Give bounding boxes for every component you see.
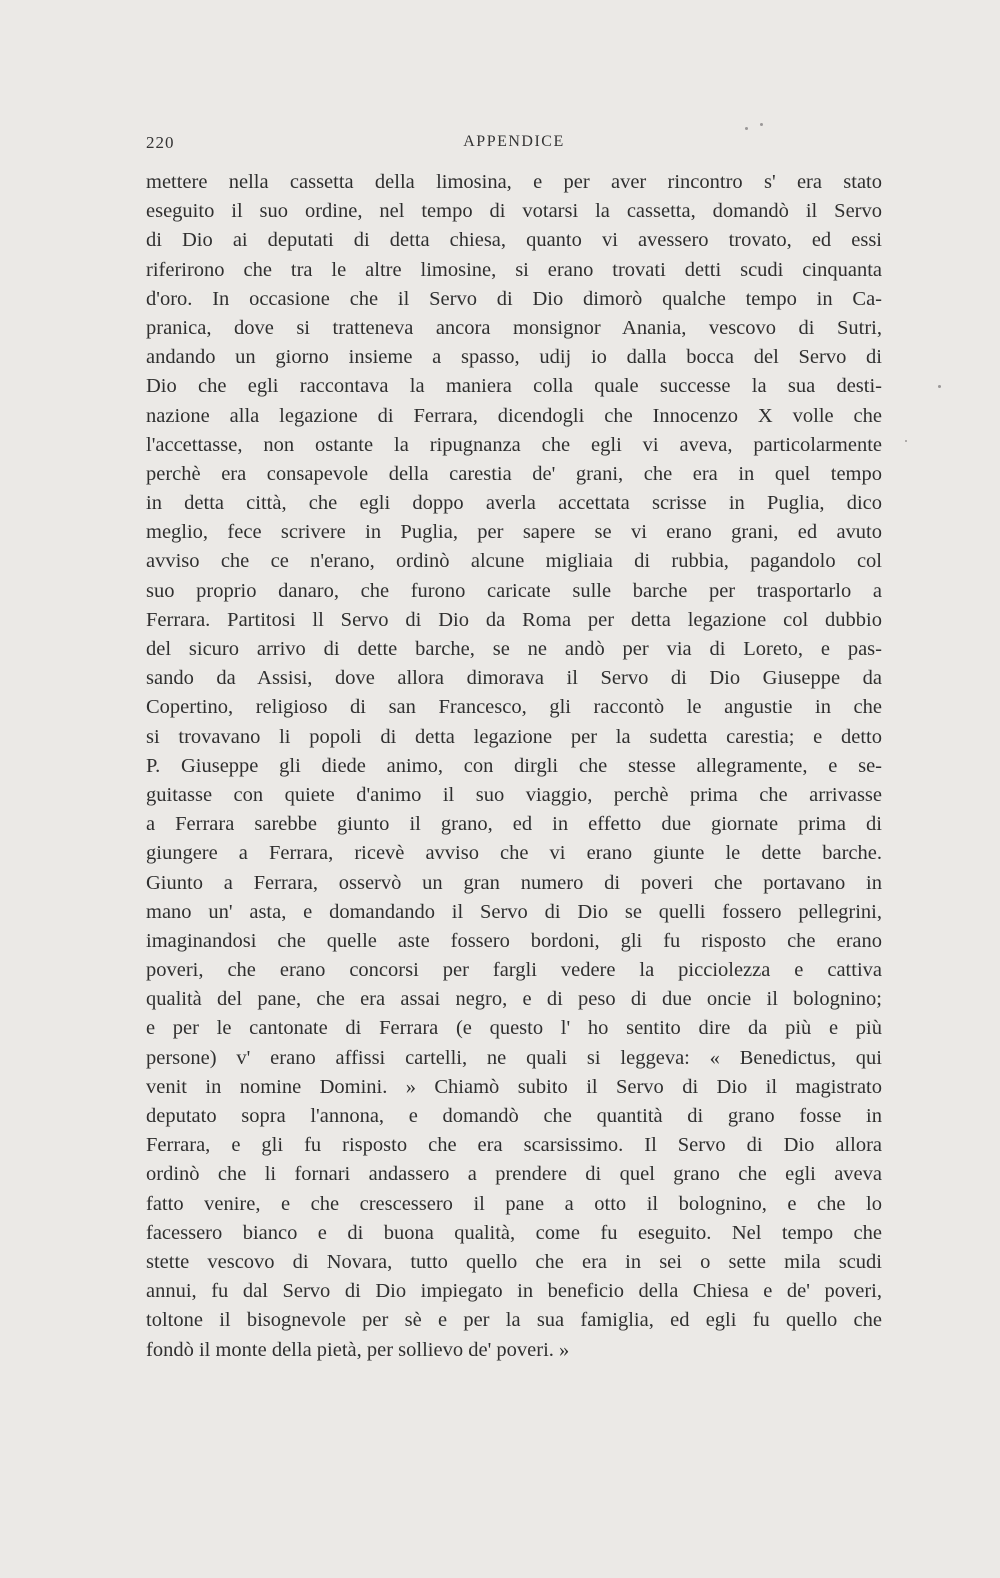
text-line: annui, fu dal Servo di Dio impiegato in beneficio della Chiesa e de' poveri, — [146, 1280, 882, 1303]
text-line: guitasse con quiete d'animo il suo viaggio, perchè prima che arrivasse — [146, 783, 882, 806]
text-line: giungere a Ferrara, ricevè avviso che vi erano giunte le dette barche. — [146, 842, 882, 865]
text-line: poveri, che erano concorsi per fargli vedere la picciolezza e cattiva — [146, 959, 882, 982]
text-line: Ferrara, e gli fu risposto che era scarsissimo. Il Servo di Dio allora — [146, 1134, 882, 1157]
text-line: facessero bianco e di buona qualità, come fu eseguito. Nel tempo che — [146, 1221, 882, 1244]
scan-speck — [905, 440, 907, 442]
text-line: deputato sopra l'annona, e domandò che quantità di grano fosse in — [146, 1105, 882, 1127]
text-line: riferirono che tra le altre limosine, si erano trovati detti scudi cinquanta — [146, 258, 882, 281]
text-line: nazione alla legazione di Ferrara, dicendogli che Innocenzo X volle che — [146, 404, 882, 427]
body-text — [146, 168, 882, 1365]
text-line: venit in nomine Domini. » Chiamò subito il Servo di Dio il magistrato — [146, 1075, 882, 1098]
text-line: andando un giorno insieme a spasso, udij io dalla bocca del Servo di — [146, 346, 882, 369]
scan-speck — [938, 385, 941, 388]
text-line: Ferrara. Partitosi ll Servo di Dio da Roma per detta legazione col dubbio — [146, 608, 882, 631]
scan-speck — [745, 127, 748, 130]
text-line: in detta città, che egli doppo averla accettata scrisse in Puglia, dico — [146, 492, 882, 515]
text-line: sando da Assisi, dove allora dimorava il Servo di Dio Giuseppe da — [146, 667, 882, 690]
text-line: eseguito il suo ordine, nel tempo di votarsi la cassetta, domandò il Servo — [146, 200, 882, 223]
page-number: 220 — [146, 133, 175, 152]
text-line: P. Giuseppe gli diede animo, con dirgli che stesse allegramente, e se- — [146, 754, 882, 777]
text-line: meglio, fece scrivere in Puglia, per sapere se vi erano grani, ed avuto — [146, 521, 882, 544]
text-line: imaginandosi che quelle aste fossero bordoni, gli fu risposto che erano — [146, 929, 882, 952]
text-line: d'oro. In occasione che il Servo di Dio dimorò qualche tempo in Ca- — [146, 287, 882, 310]
text-line: e per le cantonate di Ferrara (e questo l' ho sentito dire da più e più — [146, 1017, 882, 1040]
text-line: persone) v' erano affissi cartelli, ne quali si leggeva: « Benedictus, qui — [146, 1046, 882, 1069]
text-line: ordinò che li fornari andassero a prendere di quel grano che egli aveva — [146, 1163, 882, 1186]
text-line: pranica, dove si tratteneva ancora monsignor Anania, vescovo di Sutri, — [146, 316, 882, 339]
text-line: suo proprio danaro, che furono caricate sulle barche per trasportarlo a — [146, 579, 882, 602]
text-line: mettere nella cassetta della limosina, e per aver rincontro s' era stato — [146, 171, 882, 193]
text-line: si trovavano li popoli di detta legazione per la sudetta carestia; e detto — [146, 725, 882, 748]
text-line: avviso che ce n'erano, ordinò alcune migliaia di rubbia, pagandolo col — [146, 550, 882, 573]
text-line: perchè era consapevole della carestia de' grani, che era in quel tempo — [146, 462, 882, 485]
text-line: a Ferrara sarebbe giunto il grano, ed in effetto due giornate prima di — [146, 813, 882, 836]
scan-speck — [760, 123, 763, 126]
text-line: fondò il monte della pietà, per sollievo de' poveri. » — [146, 1338, 570, 1361]
text-line: qualità del pane, che era assai negro, e di peso di due oncie il bolognino; — [146, 988, 882, 1011]
text-line: Dio che egli raccontava la maniera colla quale successe la sua desti- — [146, 375, 882, 398]
page-header — [146, 133, 882, 159]
text-line: Copertino, religioso di san Francesco, gli raccontò le angustie in che — [146, 696, 882, 719]
text-line: di Dio ai deputati di detta chiesa, quanto vi avessero trovato, ed essi — [146, 229, 882, 252]
text-line: Giunto a Ferrara, osservò un gran numero di poveri che portavano in — [146, 871, 882, 894]
text-line: del sicuro arrivo di dette barche, se ne andò per via di Loreto, e pas- — [146, 638, 882, 660]
text-line: toltone il bisognevole per sè e per la sua famiglia, ed egli fu quello che — [146, 1309, 882, 1332]
running-title: APPENDICE — [463, 133, 565, 150]
text-line: mano un' asta, e domandando il Servo di Dio se quelli fossero pellegrini, — [146, 900, 882, 923]
text-line: l'accettasse, non ostante la ripugnanza che egli vi aveva, particolarmente — [146, 433, 882, 456]
text-line: fatto venire, e che crescessero il pane a otto il bolognino, e che lo — [146, 1192, 882, 1215]
text-line: stette vescovo di Novara, tutto quello che era in sei o sette mila scudi — [146, 1250, 882, 1273]
